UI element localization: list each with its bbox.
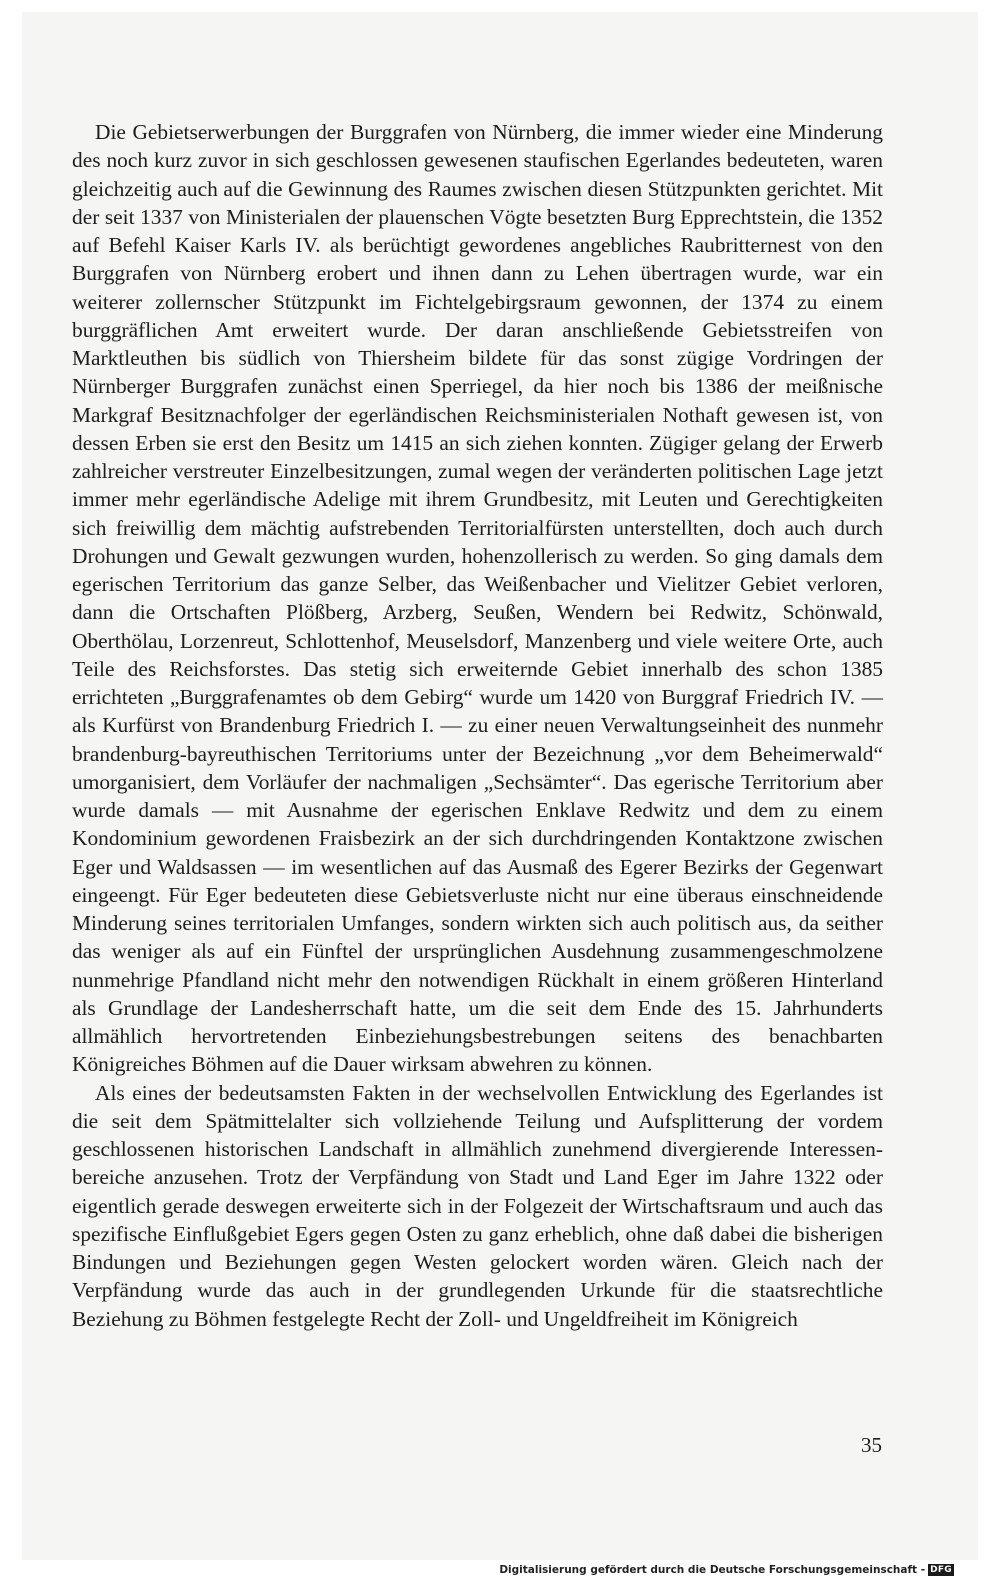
- dfg-logo-icon: DFG: [930, 1565, 952, 1575]
- page-number: 35: [861, 1433, 882, 1457]
- paragraph-2: Als eines der bedeutsamsten Fakten in der wechselvollen Entwicklung des Egerlandes ist die seit dem Spätmittelalter sich vollziehende Teilung und Aufsplitterung der vordem geschlossenen historischen Landschaft in allmählich zunehmend divergierende Interessenbereiche anzusehen. Trotz der Verpfändung von Stadt und Land Eger im Jahre 1322 oder eigentlich gerade deswegen erweiterte sich in der Folgezeit der Wirtschaftsraum und auch das spezifische Einflußgebiet Egers gegen Osten zu ganz erheblich, ohne daß dabei die bisherigen Bindungen und Beziehungen gegen Westen gelockert worden wären. Gleich nach der Verpfändung wurde das auch in der grundlegenden Urkunde für die staatsrechtliche Beziehung zu Böhmen festgelegte Recht der Zoll- und Ungeldfreiheit im Königreich: [72, 1080, 883, 1331]
- body-text: [72, 118, 883, 1333]
- digitization-credit: [499, 1564, 954, 1576]
- credit-text: Digitalisierung gefördert durch die Deutsche Forschungsgemeinschaft -: [499, 1564, 926, 1576]
- paragraph-1: Die Gebietserwerbungen der Burggrafen von Nürnberg, die immer wieder eine Minderung des noch kurz zuvor in sich geschlossen gewesenen staufischen Egerlandes bedeuteten, waren gleichzeitig auch auf die Gewinnung des Raumes zwischen diesen Stützpunkten gerichtet. Mit der seit 1337 von Ministerialen der plauenschen Vögte besetzten Burg Epprechtstein, die 1352 auf Befehl Kaiser Karls IV. als berüchtigt gewordenes angebliches Raubritternest von den Burggrafen von Nürnberg erobert und ihnen dann zu Lehen übertragen wurde, war ein weiterer zollernscher Stützpunkt im Fichtelgebirgsraum gewonnen, der 1374 zu einem burggräflichen Amt erweitert wurde. Der daran anschließende Gebietsstreifen von Marktleuthen bis südlich von Thiersheim bildete für das sonst zügige Vordringen der Nürnberger Burggrafen zunächst einen Sperriegel, da hier noch bis 1386 der meißnische Markgraf Besitznachfolger der egerländischen Reichsministerialen Nothaft gewesen ist, von dessen Erben sie erst den Besitz um 1415 an sich ziehen konnten. Zügiger gelang der Erwerb zahlreicher verstreuter Einzelbesitzungen, zumal wegen der veränderten politischen Lage jetzt immer mehr egerländische Adelige mit ihrem Grundbesitz, mit Leuten und Gerechtigkeiten sich freiwillig dem mächtig aufstrebenden Territorialfürsten unterstellten, doch auch durch Drohungen und Gewalt gezwungen wurden, hohenzollerisch zu werden. So ging damals dem egerischen Territorium das ganze Selber, das Weißenbacher und Vielitzer Gebiet verloren, dann die Ortschaften Plößberg, Arzberg, Seußen, Wendern bei Redwitz, Schönwald, Oberthölau, Lorzenreut, Schlottenhof, Meuselsdorf, Manzenberg und viele weitere Orte, auch Teile des Reichsforstes. Das stetig sich erweiternde Gebiet innerhalb des schon 1385 errichteten „Burggrafenamtes ob dem Gebirg“ wurde um 1420 von Burggraf Friedrich IV. — als Kurfürst von Brandenburg Friedrich I. — zu einer neuen Verwaltungseinheit des nunmehr brandenburg-bayreuthischen Territoriums unter der Bezeichnung „vor dem Beheimerwald“ umorganisiert, dem Vorläufer der nachmaligen „Sechsämter“. Das egerische Territorium aber wurde damals — mit Ausnahme der egerischen Enklave Redwitz und dem zu einem Kondominium gewordenen Fraisbezirk an der sich durchdringenden Kontaktzone zwischen Eger und Waldsassen — im wesentlichen auf das Ausmaß des Egerer Bezirks der Gegenwart eingeengt. Für Eger bedeuteten diese Gebietsverluste nicht nur eine überaus einschneidende Minderung seines territorialen Umfanges, sondern wirkten sich auch politisch aus, da seither das weniger als auf ein Fünftel der ursprünglichen Ausdehnung zusammengeschmolzene nunmehrige Pfandland nicht mehr den notwendigen Rückhalt in einem größeren Hinterland als Grundlage der Landesherrschaft hatte, um die seit dem Ende des 15. Jahrhunderts allmählich hervortretenden Einbeziehungsbestrebungen seitens des benachbarten Königreiches Böhmen auf die Dauer wirksam abwehren zu können.: [72, 120, 883, 1077]
